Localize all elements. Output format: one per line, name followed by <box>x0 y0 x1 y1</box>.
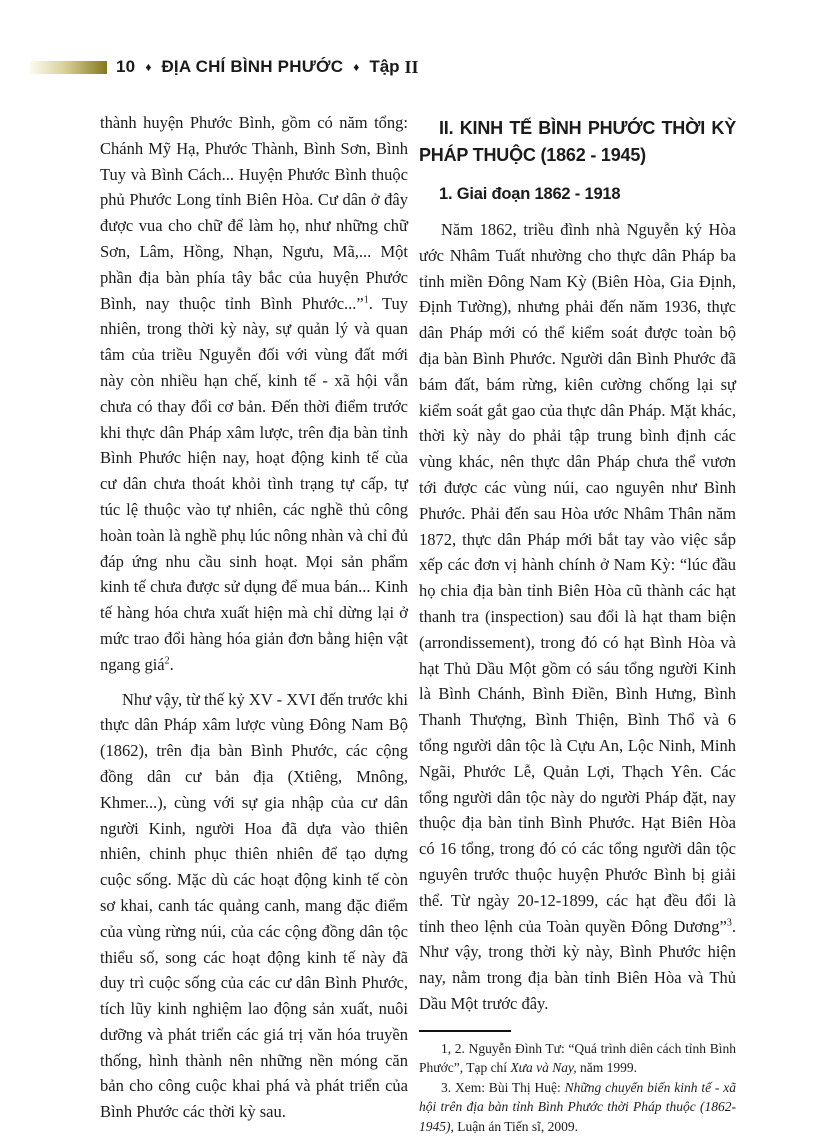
book-title: ĐỊA CHÍ BÌNH PHƯỚC <box>161 57 344 76</box>
running-header <box>30 56 419 78</box>
footnote-text: năm 1999. <box>576 1060 638 1076</box>
footnote-text: 3. Xem: Bùi Thị Huệ: <box>441 1079 565 1095</box>
paragraph-text: . <box>169 654 174 674</box>
paragraph-text: . Tuy nhiên, trong thời kỳ này, sự quản lý và quan tâm của triều Nguyễn đối với vùng đất mới này còn nhiều hạn chế, kinh tế - xã hội vẫn chưa có thay đổi cơ bản. Đến thời điểm trước khi thực dân Pháp xâm lược, trên địa bàn tỉnh Bình Phước hiện nay, hoạt động kinh tế của cư dân chưa thoát khỏi tình trạng tự cấp, tự túc lệ thuộc vào tự nhiên, các nghề thủ công hoàn toàn là nghề phụ lúc nông nhàn và chỉ đủ đáp ứng nhu cầu sinh hoạt. Mọi sản phẩm kinh tế chưa được sử dụng để mua bán... Kinh tế hàng hóa chưa xuất hiện mà chỉ dừng lại ở mức trao đổi hàng hóa giản đơn bằng hiện vật ngang giá <box>100 293 408 674</box>
footnote-italic-title: Xưa và Nay, <box>510 1060 577 1076</box>
paragraph <box>419 217 736 1017</box>
volume-label: Tập <box>369 57 400 76</box>
paragraph-text: . Như vậy, trong thời kỳ này, Bình Phước hiện nay, nằm trong địa bàn tỉnh Biên Hòa và Thủ Dầu Một trước đây. <box>419 916 736 1013</box>
paragraph-text: thành huyện Phước Bình, gồm có năm tổng: Chánh Mỹ Hạ, Phước Thành, Bình Sơn, Bình Tuy và Bình Cách... Huyện Phước Bình thuộc phủ Phước Long tỉnh Biên Hòa. Cư dân ở đây được vua cho chữ để làm họ, như những chữ Sơn, Lâm, Hồng, Nhạn, Ngưu, Mã,... Một phần địa bàn phía tây bắc của huyện Phước Bình, nay thuộc tỉnh Bình Phước...” <box>100 113 408 313</box>
footnote-ref-3: 3 <box>726 917 732 929</box>
volume-number: II <box>404 56 419 77</box>
subsection-heading: 1. Giai đoạn 1862 - 1918 <box>439 185 621 203</box>
paragraph-text: Năm 1862, triều đình nhà Nguyễn ký Hòa ước Nhâm Tuất nhường cho thực dân Pháp ba tỉnh miền Đông Nam Kỳ (Biên Hòa, Gia Định, Định Tường), nhưng phải đến năm 1936, thực dân Pháp mới có thể kiểm soát được toàn bộ địa bàn Bình Phước. Người dân Bình Phước đã bám đất, bám rừng, kiên cường chống lại sự kiểm soát gắt gao của thực dân Pháp. Mặt khác, thời kỳ này do phải tập trung bình định các vùng khác, nên thực dân Pháp chưa thể vươn tới được các vùng núi, cao nguyên như Bình Phước. Phải đến sau Hòa ước Nhâm Thân năm 1872, thực dân Pháp mới bắt tay vào việc sắp xếp các đơn vị hành chính ở Nam Kỳ: “lúc đầu họ chia địa bàn tỉnh Biên Hòa cũ thành các hạt thanh tra (inspection) sau đổi là hạt tham biện (arrondissement), trong đó có hạt Bình Hòa và hạt Thủ Dầu Một gồm có sáu tổng người Kinh là Bình Chánh, Bình Điền, Bình Hưng, Bình Thanh Thượng, Bình Thiện, Bình Thổ và 6 tổng người dân tộc là Cựu An, Lộc Ninh, Minh Ngãi, Phước Lễ, Quản Lợi, Thạch Yên. Các tổng người dân tộc này do người Pháp đặt, nay thuộc địa bàn tỉnh Bình Phước. Hạt Biên Hòa có 16 tổng, trong đó có các tổng người dân tộc nguyên trước thuộc huyện Phước Bình bị giải thể. Từ ngày 20-12-1899, các hạt đều đổi là tỉnh theo lệnh của Toàn quyền Đông Dương” <box>419 220 736 936</box>
footnote <box>419 1039 736 1078</box>
page-number: 10 <box>116 57 136 76</box>
diamond-icon: ♦ <box>145 60 152 74</box>
footnote <box>419 1078 736 1136</box>
section-heading-line2: PHÁP THUỘC (1862 - 1945) <box>419 145 646 165</box>
right-column <box>419 110 736 1136</box>
footnote-italic-title: Những chuyển biến kinh tế - xã hội trên địa bàn tỉnh Bình Phước thời Pháp thuộc (1862-1945) <box>419 1079 736 1134</box>
diamond-icon: ♦ <box>353 60 360 74</box>
paragraph: Như vậy, từ thế kỷ XV - XVI đến trước khi thực dân Pháp xâm lược vùng Đông Nam Bộ (1862), trên địa bàn Bình Phước, các cộng đồng dân cư bản địa (Xtiêng, Mnông, Khmer...), cùng với sự gia nhập của cư dân người Kinh, người Hoa đã dựa vào thiên nhiên, chinh phục thiên nhiên để tạo dựng cuộc sống. Mặc dù các hoạt động kinh tế còn sơ khai, canh tác quảng canh, mang đặc điểm của vùng rừng núi, của các cộng đồng dân tộc thiểu số, song các hoạt động kinh tế này đã duy trì cuộc sống của các cư dân Bình Phước, tích lũy kinh nghiệm lao động sản xuất, nuôi dưỡng và phát triển các giá trị văn hóa truyền thống, hình thành nên những nền móng căn bản cho công cuộc khai phá và phát triển của Bình Phước các thời kỳ sau. <box>100 689 408 1122</box>
page-content <box>100 110 736 1136</box>
paragraph <box>100 110 408 678</box>
footnote-text: 1, 2. Nguyễn Đình Tư: “Quá trình diên cách tỉnh Bình Phước”, Tạp chí <box>419 1040 736 1076</box>
footnote-text: , Luận án Tiến sĩ, 2009. <box>450 1118 579 1134</box>
footnote-ref-1: 1 <box>363 294 369 306</box>
section-heading-line1: II. KINH TẾ BÌNH PHƯỚC THỜI KỲ <box>439 118 736 138</box>
footnote-divider <box>419 1030 511 1032</box>
left-column <box>100 110 408 1136</box>
footnote-ref-2: 2 <box>164 655 170 667</box>
header-gradient-bar <box>30 61 107 74</box>
